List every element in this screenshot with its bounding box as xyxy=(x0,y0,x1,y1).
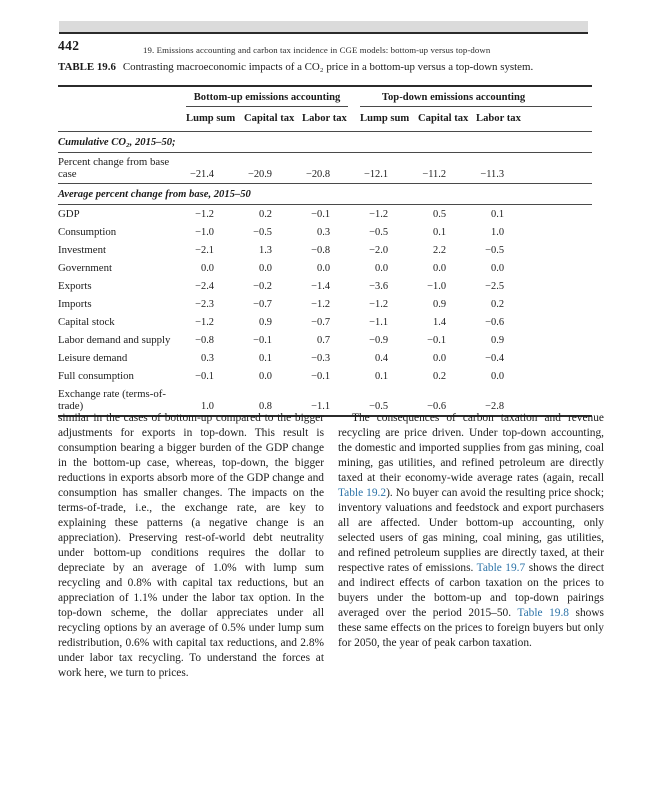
cell-value: −11.2 xyxy=(418,153,476,184)
cell-value: 0.3 xyxy=(201,353,214,364)
cell-value: 0.8 xyxy=(259,401,272,412)
spacer-cell xyxy=(534,153,592,184)
table-row xyxy=(58,132,592,153)
empty-cell xyxy=(58,86,186,107)
cell-value: −1.2 xyxy=(195,317,214,328)
row-label: Imports xyxy=(58,298,92,310)
spacer-cell xyxy=(534,259,592,277)
cell-value: −0.1 xyxy=(253,335,272,346)
cell-value: 0.7 xyxy=(317,335,331,346)
table-row xyxy=(58,367,592,385)
row-label: Capital stock xyxy=(58,316,115,328)
cell-value: −1.1 xyxy=(369,317,389,328)
group-header-bottom-up: Bottom-up emissions accounting xyxy=(186,87,348,107)
table-body xyxy=(58,132,592,417)
table-row xyxy=(58,313,592,331)
cell-value: −21.4 xyxy=(186,153,244,184)
cell-value: −0.6 xyxy=(427,401,447,412)
cell-value: 0.3 xyxy=(317,227,331,238)
cell-value: −12.1 xyxy=(360,153,418,184)
spacer-cell xyxy=(534,107,592,132)
col-header-lump-sum-td: Lump sum xyxy=(360,107,418,132)
row-label: Exports xyxy=(58,280,92,292)
col-header-labor-tax-td: Labor tax xyxy=(476,107,534,132)
row-label: Full consumption xyxy=(58,370,134,382)
cell-value: 0.0 xyxy=(259,371,272,382)
table-subheader-row xyxy=(58,107,592,132)
cell-value: −2.0 xyxy=(369,245,389,256)
running-head: 19. Emissions accounting and carbon tax incidence in CGE models: bottom-up versus top-down xyxy=(143,45,491,55)
body-text xyxy=(58,411,604,681)
col-header-capital-tax-bu: Capital tax xyxy=(244,107,302,132)
table-row xyxy=(58,153,592,184)
spacer-cell xyxy=(534,223,592,241)
table-caption-text: Contrasting macroeconomic impacts of a CO₂ price in a bottom-up versus a top-down system. xyxy=(122,61,534,73)
table-19-7-link[interactable]: Table 19.7 xyxy=(476,562,526,574)
cell-value: −2.3 xyxy=(195,299,214,310)
cell-value: 0.9 xyxy=(491,335,505,346)
table-19-2-link[interactable]: Table 19.2 xyxy=(338,487,387,499)
row-label: Exchange rate (terms-of-trade) xyxy=(58,388,166,412)
spacer-cell xyxy=(534,313,592,331)
row-label: Consumption xyxy=(58,226,117,238)
table-row xyxy=(58,223,592,241)
paragraph-text: ). No buyer can avoid the resulting price shock; inventory valuations and feedstock and export purchasers all are affected. Under bottom-up accounting, only selected users of gas mining, coal mining, gas utilities, and refined petroleum supplies are directly taxed, at their respective rates of emissions. xyxy=(338,487,604,574)
table-19-8-link[interactable]: Table 19.8 xyxy=(517,607,569,619)
table-row xyxy=(58,205,592,224)
section-label: Average percent change from base, 2015–50 xyxy=(58,184,592,205)
table-row xyxy=(58,277,592,295)
cell-value: 0.0 xyxy=(201,263,214,274)
cell-value: −0.7 xyxy=(253,299,272,310)
cell-value: 0.0 xyxy=(375,263,389,274)
spacer-cell xyxy=(534,295,592,313)
table-row xyxy=(58,295,592,313)
cell-value: −0.7 xyxy=(311,317,331,328)
cell-value: 0.0 xyxy=(259,263,272,274)
section-label: Cumulative CO₂, 2015–50; xyxy=(58,132,592,153)
cell-value: −1.1 xyxy=(311,401,331,412)
cell-value: 0.1 xyxy=(491,209,505,220)
right-column-paragraph xyxy=(338,411,604,651)
cell-value: −0.1 xyxy=(311,371,331,382)
cell-value: −1.2 xyxy=(369,299,389,310)
cell-value: −1.2 xyxy=(369,209,389,220)
cell-value: −0.1 xyxy=(195,371,214,382)
cell-value: −2.5 xyxy=(485,281,505,292)
spacer-cell xyxy=(534,277,592,295)
col-header-capital-tax-td: Capital tax xyxy=(418,107,476,132)
cell-value: −0.5 xyxy=(369,401,389,412)
cell-value: 1.3 xyxy=(259,245,272,256)
cell-value: 0.0 xyxy=(433,263,447,274)
cell-value: −0.8 xyxy=(311,245,331,256)
cell-value: 0.0 xyxy=(491,263,505,274)
table-row xyxy=(58,259,592,277)
spacer-cell xyxy=(534,241,592,259)
cell-value: 1.4 xyxy=(433,317,447,328)
cell-value: 0.0 xyxy=(317,263,331,274)
table-row xyxy=(58,184,592,205)
table-row xyxy=(58,349,592,367)
cell-value: −0.8 xyxy=(195,335,214,346)
cell-value: −2.4 xyxy=(195,281,214,292)
cell-value: 0.9 xyxy=(259,317,272,328)
paragraph-text: shows the direct and indirect effects of carbon taxation on the prices to buyers under the bottom-up and top-down pairings averaged over the period 2015–50. xyxy=(338,562,605,619)
cell-value: −0.1 xyxy=(311,209,331,220)
cell-value: −20.9 xyxy=(244,153,302,184)
cell-value: −2.1 xyxy=(195,245,214,256)
cell-value: −3.6 xyxy=(369,281,389,292)
cell-value: 0.1 xyxy=(259,353,272,364)
cell-value: −0.5 xyxy=(369,227,389,238)
col-header-labor-tax-bu: Labor tax xyxy=(302,107,360,132)
cell-value: −0.5 xyxy=(253,227,272,238)
cell-value: 0.0 xyxy=(491,371,505,382)
table-caption xyxy=(58,61,592,73)
page-number: 442 xyxy=(58,38,80,53)
cell-value: −2.8 xyxy=(485,401,505,412)
cell-value: −11.3 xyxy=(476,153,534,184)
spacer-cell xyxy=(534,349,592,367)
paragraph-text: The consequences of carbon taxation and revenue recycling are price driven. Under top-down accounting, the domestic and imported supplies from gas mining, coal mining, gas utilities, and refined petroleum are directly taxed at their economy-wide average rates (again, recall xyxy=(338,412,604,484)
row-label: Investment xyxy=(58,244,106,256)
cell-value: −0.4 xyxy=(485,353,505,364)
macroeconomic-impacts-table xyxy=(58,85,592,417)
cell-value: 0.0 xyxy=(433,353,447,364)
table-row xyxy=(58,241,592,259)
table-group-header-row xyxy=(58,86,592,107)
row-label: Labor demand and supply xyxy=(58,334,171,346)
cell-value: 0.4 xyxy=(375,353,389,364)
cell-value: 0.9 xyxy=(433,299,447,310)
cell-value: 0.5 xyxy=(433,209,447,220)
page-top-band xyxy=(59,21,588,34)
cell-value: 0.1 xyxy=(375,371,389,382)
cell-value: −1.0 xyxy=(427,281,447,292)
row-label: Leisure demand xyxy=(58,352,128,364)
paragraph-text: shows these same effects on the prices to foreign buyers but only for 2050, the year of peak carbon taxation. xyxy=(338,607,604,649)
cell-value: 0.1 xyxy=(433,227,447,238)
cell-value: −0.3 xyxy=(311,353,331,364)
cell-value: −20.8 xyxy=(302,153,360,184)
row-label: Percent change from base case xyxy=(58,153,186,184)
cell-value: −0.1 xyxy=(427,335,447,346)
cell-value: 1.0 xyxy=(201,401,214,412)
col-header-lump-sum-bu: Lump sum xyxy=(186,107,244,132)
cell-value: −1.2 xyxy=(195,209,214,220)
cell-value: −0.5 xyxy=(485,245,505,256)
table-row xyxy=(58,331,592,349)
cell-value: 2.2 xyxy=(433,245,447,256)
table-label: TABLE 19.6 xyxy=(58,61,116,73)
left-column xyxy=(58,411,324,681)
spacer-cell xyxy=(534,331,592,349)
row-label: GDP xyxy=(58,208,80,220)
empty-cell xyxy=(58,107,186,132)
cell-value: −1.4 xyxy=(311,281,331,292)
left-column-paragraph: similar in the cases of bottom-up compared to the bigger adjustments for exports in top-down. This result is consumption bearing a bigger burden of the GDP change in the bottom-up case, whereas, top-down, the bigger reductions in exports absorb more of the GDP change and consumption has smaller changes. The impacts on the terms-of-trade, i.e., the exchange rate, are key to explaining these patterns (a negative change is an appreciation). Preserving rest-of-world debt neutrality under bottom-up conditions requires the dollar to depreciate by an average of 1.0% with lump sum recycling and 0.8% with capital tax reductions, but an appreciation of 1.1% under the labor tax option. In the top-down scheme, the dollar appreciates under all recycling options by an average of 0.5% under lump sum redistribution, 0.6% with capital tax reductions, and 2.8% under labor tax recycling. To understand the forces at work here, we turn to prices. xyxy=(58,412,324,679)
cell-value: −1.2 xyxy=(311,299,331,310)
group-header-top-down: Top-down emissions accounting xyxy=(360,87,592,107)
spacer-cell xyxy=(534,367,592,385)
row-label: Government xyxy=(58,262,112,274)
cell-value: −0.2 xyxy=(253,281,272,292)
cell-value: −0.6 xyxy=(485,317,505,328)
right-column xyxy=(338,411,604,681)
cell-value: −1.0 xyxy=(195,227,214,238)
cell-value: −0.9 xyxy=(369,335,389,346)
cell-value: 1.0 xyxy=(491,227,505,238)
cell-value: 0.2 xyxy=(433,371,447,382)
cell-value: 0.2 xyxy=(491,299,505,310)
cell-value: 0.2 xyxy=(259,209,272,220)
spacer-cell xyxy=(534,205,592,224)
